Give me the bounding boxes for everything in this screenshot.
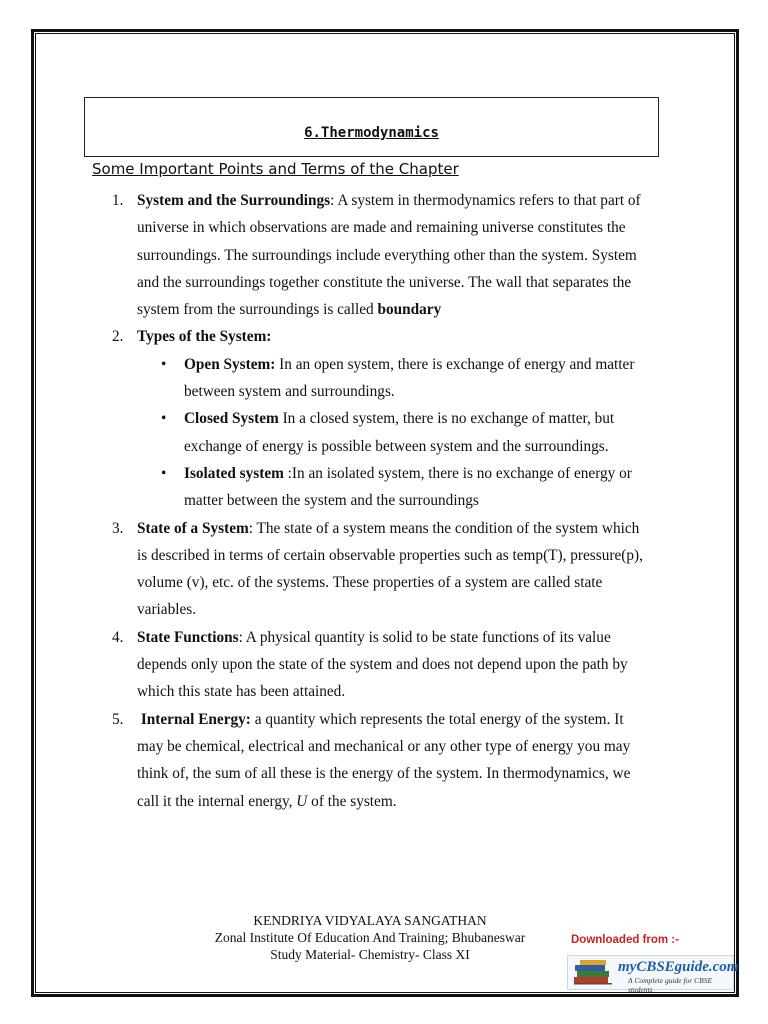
system-types-list <box>137 351 652 515</box>
item-tail-term: boundary <box>377 301 442 319</box>
bullet-text: In an open system, there is exchange of energy and matter between system and surroundings. <box>184 355 635 401</box>
brand-tagline: A Complete guide for CBSE students <box>628 976 713 994</box>
footer-line: KENDRIYA VIDYALAYA SANGATHAN <box>253 913 487 928</box>
bullet-term: Isolated system <box>184 464 284 482</box>
bullet-icon: • <box>161 355 167 373</box>
bullet-term: Closed System <box>184 410 279 428</box>
item-term: State Functions <box>137 628 239 646</box>
page-footer <box>150 912 590 963</box>
list-item <box>112 515 652 624</box>
item-number: 2. <box>112 328 124 346</box>
books-icon <box>572 959 614 985</box>
item-term: System and the Surroundings <box>137 192 331 209</box>
footer-line: Study Material- Chemistry- Class XI <box>270 947 470 962</box>
item-text: : A system in thermodynamics refers to that part of universe in which observations are made and remaining universe constitutes the surroundings. The surroundings include everything other than the system. System and the surroundings together constitute the universe. The wall that separates the system from the surroundings is called <box>137 192 641 319</box>
chapter-title: 6.Thermodynamics <box>304 125 439 141</box>
mycbseguide-logo[interactable] <box>567 955 739 994</box>
item-text: : The state of a system means the condition of the system which is described in terms of certain observable properties such as temp(T), pressure(p), volume (v), etc. of the systems. These properties of a system are called state variables. <box>137 519 643 619</box>
bullet-icon: • <box>161 464 167 482</box>
bullet-term: Open System: <box>184 355 276 373</box>
list-item <box>112 187 652 323</box>
item-text: a quantity which represents the total energy of the system. It may be chemical, electrical and mechanical or any other type of energy you may think of, the sum of all these is the energy of the system. In thermodynamics, we call it the internal energy, <box>137 710 631 810</box>
item-number: 5. <box>112 710 124 728</box>
content-list <box>112 187 652 815</box>
item-number: 4. <box>112 628 124 646</box>
bullet-text: :In an isolated system, there is no exchange of energy or matter between the system and the surroundings <box>184 464 632 510</box>
bullet-item <box>159 351 652 406</box>
brand-name: myCBSEguide.com <box>618 959 739 975</box>
bullet-icon: • <box>161 410 167 428</box>
list-item <box>112 624 652 706</box>
item-term: Internal Energy: <box>140 710 251 728</box>
footer-line: Zonal Institute Of Education And Training; Bhubaneswar <box>214 930 526 945</box>
bullet-item <box>159 460 652 515</box>
item-symbol: U <box>296 792 308 810</box>
bullet-item <box>159 405 652 460</box>
item-number: 1. <box>112 192 124 209</box>
list-item <box>112 323 652 514</box>
bullet-text: In a closed system, there is no exchange of matter, but exchange of energy is possible between system and the surroundings. <box>184 410 615 455</box>
downloaded-from-label: Downloaded from :- <box>571 934 679 946</box>
item-number: 3. <box>112 519 124 537</box>
item-text-after: of the system. <box>307 792 397 810</box>
item-term: Types of the System: <box>137 328 272 346</box>
list-item <box>112 706 652 815</box>
chapter-subtitle: Some Important Points and Terms of the Chapter <box>92 160 459 178</box>
item-text: : A physical quantity is solid to be state functions of its value depends only upon the state of the system and does not depend upon the path by which this state has been attained. <box>137 628 628 701</box>
item-term: State of a System <box>137 519 249 537</box>
